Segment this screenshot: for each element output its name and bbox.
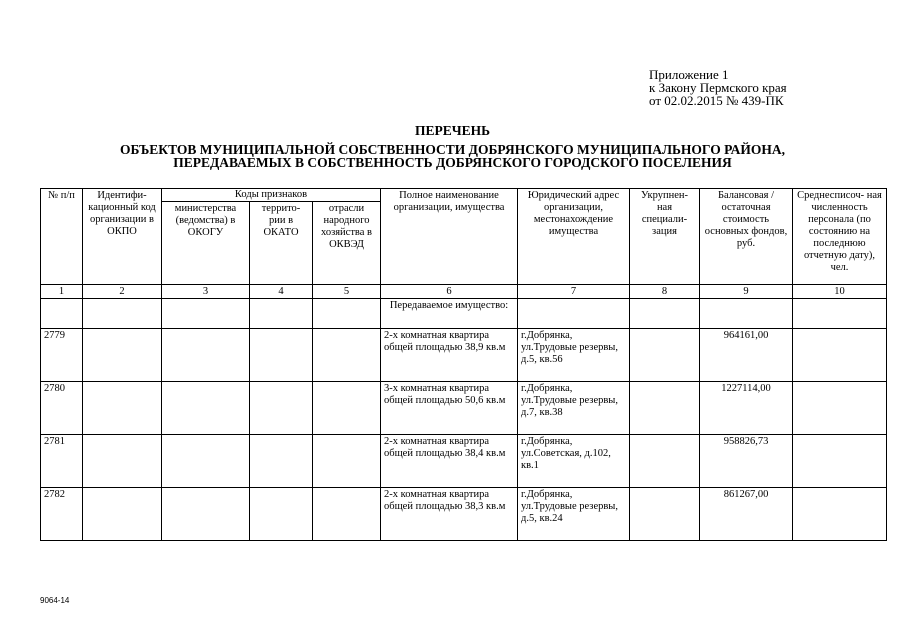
- row-balance: 861267,00: [700, 488, 793, 541]
- column-number-row: [41, 285, 887, 299]
- table-row: [41, 329, 887, 382]
- appendix-line-1: Приложение 1: [649, 67, 729, 82]
- doc-subtitle-line-1: ОБЪЕКТОВ МУНИЦИПАЛЬНОЙ СОБСТВЕННОСТИ ДОБРЯНСКОГО МУНИЦИПАЛЬНОГО РАЙОНА,: [120, 142, 785, 157]
- row-address: г.Добрянка, ул.Трудовые резервы, д.7, кв.38: [518, 382, 630, 435]
- doc-subtitle-line-2: ПЕРЕДАВАЕМЫХ В СОБСТВЕННОСТЬ ДОБРЯНСКОГО ГОРОДСКОГО ПОСЕЛЕНИЯ: [173, 155, 732, 170]
- col-num-5: 5: [313, 285, 381, 299]
- header-row-1: [41, 189, 887, 202]
- col-num-3: 3: [162, 285, 250, 299]
- header-address: Юридический адрес организации, местонахождение имущества: [518, 189, 630, 285]
- row-num: 2782: [41, 488, 83, 541]
- row-name: 2-х комнатная квартира общей площадью 38,4 кв.м: [381, 435, 518, 488]
- section-label: Передаваемое имущество:: [381, 299, 518, 329]
- header-num: № п/п: [41, 189, 83, 285]
- row-num: 2779: [41, 329, 83, 382]
- row-balance: 964161,00: [700, 329, 793, 382]
- col-num-8: 8: [630, 285, 700, 299]
- header-codes-group: Коды признаков: [162, 189, 381, 202]
- appendix-line-3: от 02.02.2015 № 439-ПК: [649, 93, 784, 108]
- header-balance: Балансовая / остаточная стоимость основных фондов, руб.: [700, 189, 793, 285]
- row-balance: 1227114,00: [700, 382, 793, 435]
- col-num-4: 4: [250, 285, 313, 299]
- header-staff: Среднесписоч- ная численность персонала (по состоянию на последнюю отчетную дату), чел.: [793, 189, 887, 285]
- header-okved: отрасли народного хозяйства в ОКВЭД: [313, 202, 381, 285]
- header-okogu: министерства (ведомства) в ОКОГУ: [162, 202, 250, 285]
- table-row: [41, 435, 887, 488]
- table-row: [41, 488, 887, 541]
- section-row: [41, 299, 887, 329]
- col-num-6: 6: [381, 285, 518, 299]
- col-num-9: 9: [700, 285, 793, 299]
- row-address: г.Добрянка, ул.Трудовые резервы, д.5, кв.56: [518, 329, 630, 382]
- appendix-note: [649, 68, 787, 107]
- row-name: 2-х комнатная квартира общей площадью 38,3 кв.м: [381, 488, 518, 541]
- document-code: 9064-14: [40, 596, 70, 605]
- header-specialization: Укрупнен- ная специали- зация: [630, 189, 700, 285]
- row-num: 2780: [41, 382, 83, 435]
- doc-title: ПЕРЕЧЕНЬ: [414, 123, 491, 138]
- row-name: 3-х комнатная квартира общей площадью 50,6 кв.м: [381, 382, 518, 435]
- table-row: [41, 382, 887, 435]
- row-address: г.Добрянка, ул.Советская, д.102, кв.1: [518, 435, 630, 488]
- col-num-1: 1: [41, 285, 83, 299]
- col-num-10: 10: [793, 285, 887, 299]
- row-balance: 958826,73: [700, 435, 793, 488]
- header-okpo: Идентифи- кационный код организации в ОКПО: [83, 189, 162, 285]
- appendix-line-2: к Закону Пермского края: [649, 80, 787, 95]
- property-table: [40, 188, 887, 541]
- row-num: 2781: [41, 435, 83, 488]
- row-name: 2-х комнатная квартира общей площадью 38,9 кв.м: [381, 329, 518, 382]
- col-num-7: 7: [518, 285, 630, 299]
- col-num-2: 2: [83, 285, 162, 299]
- row-address: г.Добрянка, ул.Трудовые резервы, д.5, кв.24: [518, 488, 630, 541]
- header-okato: террито- рии в ОКАТО: [250, 202, 313, 285]
- header-name: Полное наименование организации, имущества: [381, 189, 518, 285]
